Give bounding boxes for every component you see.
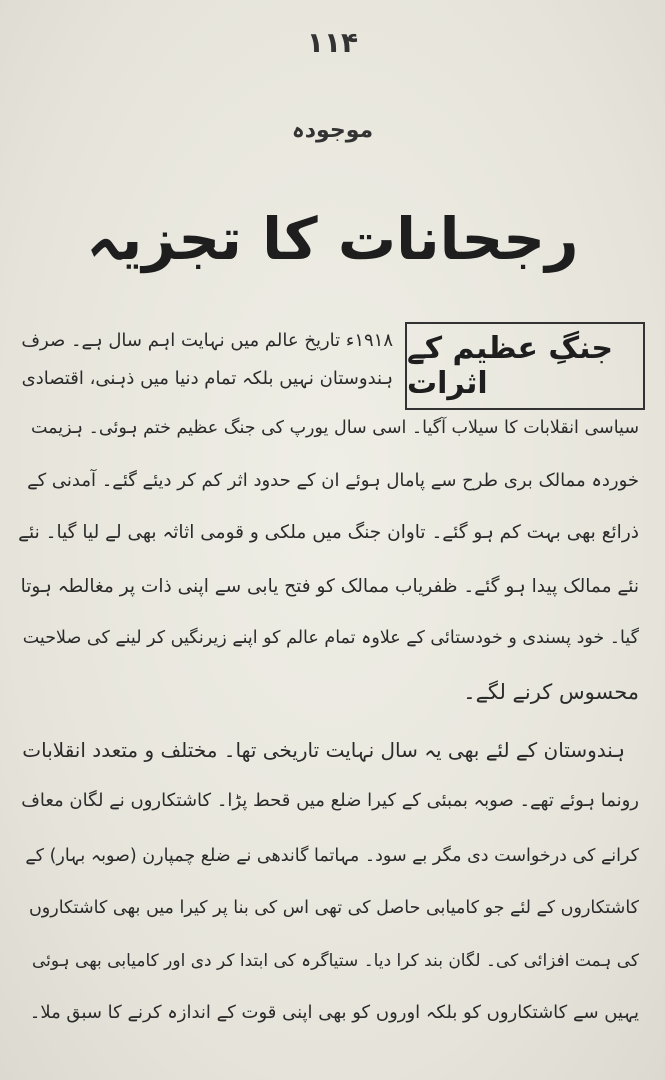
text-line: محسوس کرنے لگے۔ xyxy=(463,680,639,704)
chapter-title: رجحانات کا تجزیہ xyxy=(86,205,579,273)
chapter-subtitle: موجودہ xyxy=(291,118,374,143)
section-heading-box xyxy=(405,322,645,410)
text-line: کرانے کی درخواست دی مگر بے سود۔ مہاتما گاندھی نے ضلع چمپارن (صوبہ بہار) کے xyxy=(25,846,639,866)
text-line: یہیں سے کاشتکاروں کو بلکہ اوروں کو بھی اپنی قوت کے اندازہ کرنے کا سبق ملا۔ xyxy=(29,1002,639,1023)
text-line: ذرائع بھی بہت کم ہو گئے۔ تاوان جنگ میں ملکی و قومی اثاثہ بھی لے لیا گیا۔ نئے xyxy=(18,522,639,543)
page-number: ۱۱۴ xyxy=(306,26,359,59)
text-line: گیا۔ خود پسندی و خودستائی کے علاوہ تمام عالم کو اپنے زیرنگیں کر لینے کی صلاحیت xyxy=(22,628,639,648)
text-line: کی ہمت افزائی کی۔ لگان بند کرا دیا۔ ستیاگرہ کی ابتدا کر دی اور کامیابی بھی ہوئی xyxy=(31,951,639,971)
text-line: ہندوستان نہیں بلکہ تمام دنیا میں ذہنی، اقتصادی xyxy=(21,368,393,389)
text-line: ۱۹۱۸ء تاریخ عالم میں نہایت اہم سال ہے۔ صرف xyxy=(21,330,393,351)
text-line: کاشتکاروں کے لئے جو کامیابی حاصل کی تھی اس کی بنا پر کیرا میں بھی کاشتکاروں xyxy=(28,898,639,918)
text-line: رونما ہوئے تھے۔ صوبہ بمبئی کے کیرا ضلع میں قحط پڑا۔ کاشتکاروں نے لگان معاف xyxy=(21,790,639,811)
text-line: نئے ممالک پیدا ہو گئے۔ ظفریاب ممالک کو فتح یابی سے اپنی ذات پر مغالطہ ہوتا xyxy=(20,576,639,597)
text-line: سیاسی انقلابات کا سیلاب آگیا۔ اسی سال یورپ کی جنگ عظیم ختم ہوئی۔ ہزیمت xyxy=(30,418,639,438)
text-line: خوردہ ممالک بری طرح سے پامال ہوئے ان کے حدود اثر کم کر دیئے گئے۔ آمدنی کے xyxy=(27,470,639,491)
text-line: ہندوستان کے لئے بھی یہ سال نہایت تاریخی تھا۔ مختلف و متعدد انقلابات xyxy=(22,738,625,762)
section-heading: جنگِ عظیم کے اثرات xyxy=(407,331,613,401)
